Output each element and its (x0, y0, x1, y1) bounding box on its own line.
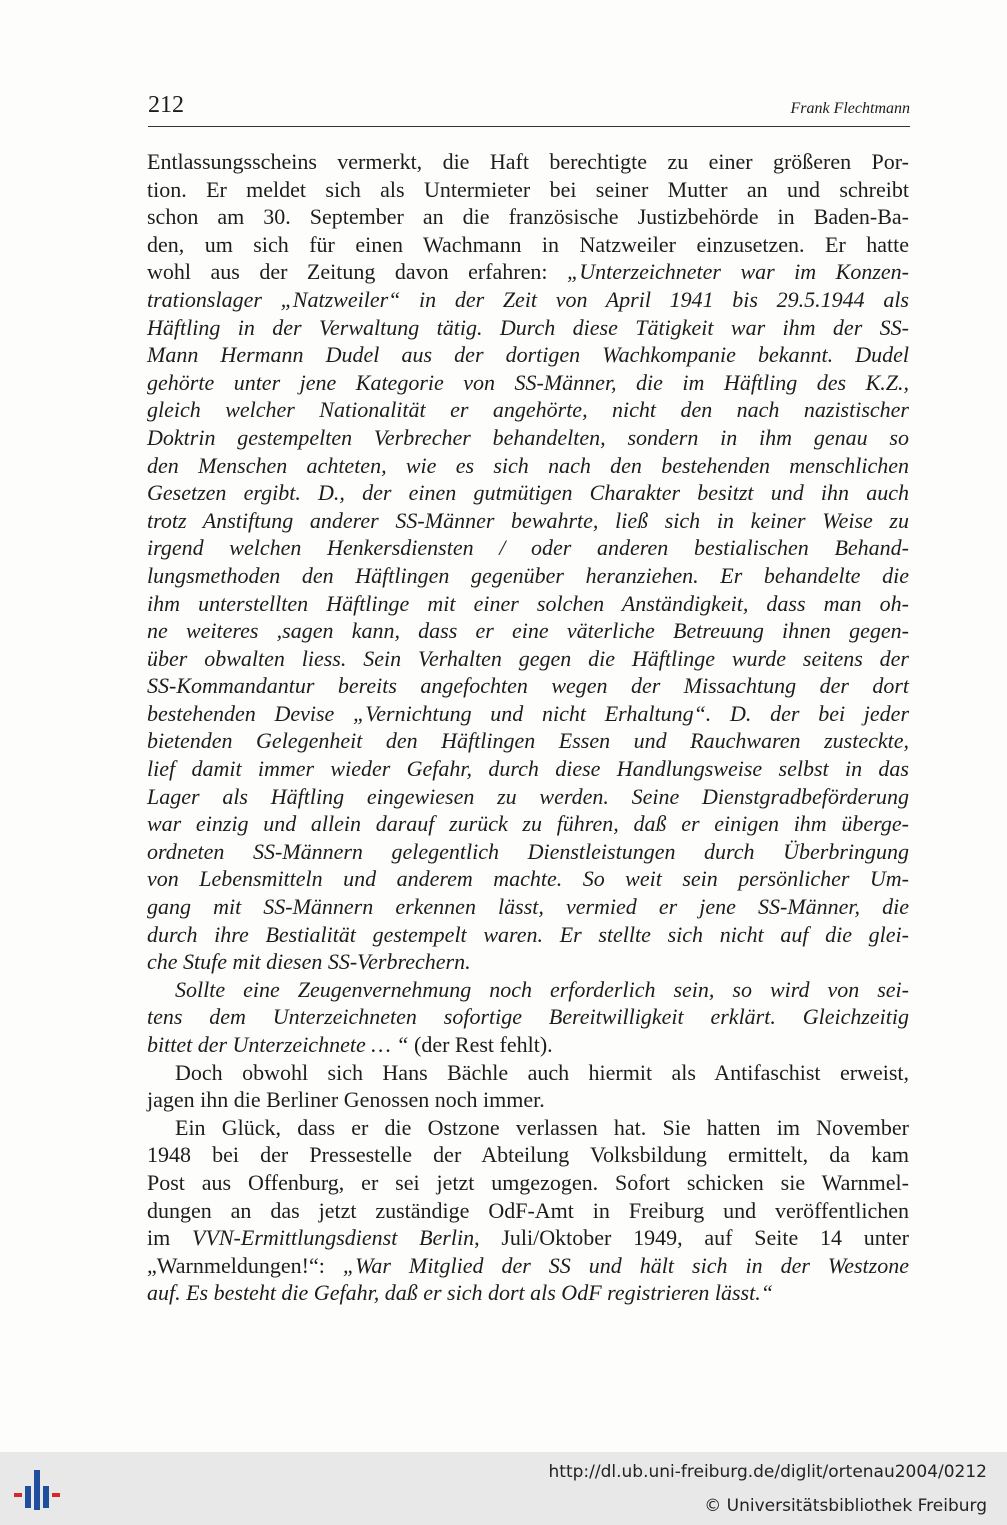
italic-quote-run: „War Mitglied der SS und hält sich in der Westzone (342, 1252, 909, 1278)
text-line (147, 810, 909, 838)
text-line (147, 1252, 909, 1280)
text-line (147, 258, 909, 286)
text-line (147, 893, 909, 921)
text-line (147, 865, 909, 893)
text-line (147, 396, 909, 424)
italic-quote-run: ordneten SS-Männern gelegentlich Dienstleistungen durch Überbringung (147, 838, 909, 864)
paragraph (147, 148, 909, 976)
text-line (147, 617, 909, 645)
viewer-footer (0, 1452, 1007, 1525)
text-run: Doch obwohl sich Hans Bächle auch hiermit als Antifaschist erweist, (175, 1059, 909, 1085)
italic-quote-run: Mann Hermann Dudel aus der dortigen Wachkompanie bekannt. Dudel (147, 342, 909, 368)
text-run: dungen an das jetzt zuständige OdF-Amt in Freiburg und veröffentlichen (147, 1197, 909, 1223)
italic-quote-run: VVN-Ermittlungsdienst Berlin (192, 1225, 475, 1251)
text-run: wohl aus der Zeitung davon erfahren: (147, 259, 567, 285)
text-line (147, 672, 909, 700)
text-run: „Warnmeldungen!“: (147, 1252, 343, 1278)
italic-quote-run: auf. Es besteht die Gefahr, daß er sich dort als OdF registrieren lässt.“ (147, 1280, 773, 1306)
italic-quote-run: den Menschen achteten, wie es sich nach den bestehenden menschlichen (147, 452, 909, 478)
italic-quote-run: von Lebensmitteln und anderem machte. So weit sein persönlicher Um- (147, 866, 909, 892)
text-line (147, 700, 909, 728)
text-line (147, 148, 909, 176)
text-line (147, 507, 909, 535)
text-run: tion. Er meldet sich als Untermieter bei seiner Mutter an und schreibt (147, 176, 909, 202)
text-line (147, 1059, 909, 1087)
page-number: 212 (148, 92, 184, 118)
italic-quote-run: „Unterzeichneter war im Konzen- (566, 259, 910, 285)
text-line (147, 203, 909, 231)
text-line (147, 1279, 909, 1307)
body-text (147, 148, 909, 1307)
italic-quote-run: Doktrin gestempelten Verbrecher behandelten, sondern in ihm genau so (147, 424, 909, 450)
text-line (147, 727, 909, 755)
ub-freiburg-logo-icon[interactable] (12, 1466, 64, 1514)
italic-quote-run: gang mit SS-Männern erkennen lässt, vermied er jene SS-Männer, die (147, 894, 909, 920)
text-line (147, 534, 909, 562)
paragraph (147, 1114, 909, 1307)
text-line (147, 838, 909, 866)
text-line (147, 1003, 909, 1031)
paragraph (147, 976, 909, 1059)
text-run: schon am 30. September an die französische Justizbehörde in Baden-Ba- (147, 204, 909, 230)
text-run: Post aus Offenburg, er sei jetzt umgezogen. Sofort schicken sie Warnmel- (147, 1169, 909, 1195)
running-head-author: Frank Flechtmann (790, 100, 910, 117)
italic-quote-run: Gesetzen ergibt. D., der einen gutmütigen Charakter besitzt und ihn auch (147, 480, 909, 506)
text-line (147, 783, 909, 811)
text-line (147, 1114, 909, 1142)
text-run: (der Rest fehlt). (408, 1032, 553, 1057)
text-line (147, 341, 909, 369)
text-line (147, 1141, 909, 1169)
italic-quote-run: über obwalten liess. Sein Verhalten gegen die Häftlinge wurde seitens der (147, 645, 909, 671)
italic-quote-run: lief damit immer wieder Gefahr, durch diese Handlungsweise selbst in das (147, 756, 909, 782)
italic-quote-run: irgend welchen Henkersdiensten / oder anderen bestialischen Behand- (147, 535, 909, 561)
text-line (147, 1031, 909, 1059)
text-run: Ein Glück, dass er die Ostzone verlassen hat. Sie hatten im November (175, 1114, 909, 1140)
text-line (147, 369, 909, 397)
text-run: Entlassungsscheins vermerkt, die Haft berechtigte zu einer größeren Por- (147, 149, 909, 174)
text-line (147, 948, 909, 976)
italic-quote-run: gleich welcher Nationalität er angehörte, nicht den nach nazistischer (147, 397, 909, 423)
text-run: 1948 bei der Pressestelle der Abteilung Volksbildung ermittelt, da kam (147, 1142, 909, 1168)
text-line (147, 562, 909, 590)
text-line (147, 479, 909, 507)
text-line (147, 452, 909, 480)
italic-quote-run: ne weiteres ,sagen kann, dass er eine väterliche Betreuung ihnen gegen- (147, 618, 909, 644)
text-line (147, 1197, 909, 1225)
italic-quote-run: lungsmethoden den Häftlingen gegenüber heranziehen. Er behandelte die (147, 562, 909, 588)
italic-quote-run: che Stufe mit diesen SS-Verbrechern. (147, 949, 471, 975)
italic-quote-run: tens dem Unterzeichneten sofortige Bereitwilligkeit erklärt. Gleichzeitig (147, 1004, 909, 1030)
italic-quote-run: bestehenden Devise „Vernichtung und nicht Erhaltung“. D. der bei jeder (147, 700, 909, 726)
italic-quote-run: trationslager „Natzweiler“ in der Zeit von April 1941 bis 29.5.1944 als (147, 286, 909, 312)
text-line (147, 590, 909, 618)
italic-quote-run: trotz Anstiftung anderer SS-Männer bewahrte, ließ sich in keiner Weise zu (147, 507, 909, 533)
text-line (147, 314, 909, 342)
italic-quote-run: bietenden Gelegenheit den Häftlingen Essen und Rauchwaren zusteckte, (147, 728, 909, 754)
italic-quote-run: bittet der Unterzeichnete … “ (147, 1032, 409, 1057)
copyright-notice: © Universitätsbibliothek Freiburg (704, 1496, 987, 1516)
italic-quote-run: gehörte unter jene Kategorie von SS-Männer, die im Häftling des K.Z., (147, 369, 909, 395)
italic-quote-run: Häftling in der Verwaltung tätig. Durch diese Tätigkeit war ihm der SS- (147, 314, 909, 340)
text-line (147, 1086, 909, 1114)
italic-quote-run: durch ihre Bestialität gestempelt waren. Er stellte sich nicht auf die glei- (147, 921, 909, 947)
text-line (147, 1169, 909, 1197)
italic-quote-run: Lager als Häftling eingewiesen zu werden. Seine Dienstgradbeförderung (147, 783, 909, 809)
text-run: jagen ihn die Berliner Genossen noch immer. (147, 1087, 545, 1113)
text-run: den, um sich für einen Wachmann in Natzweiler einzusetzen. Er hatte (147, 231, 909, 257)
text-line (147, 921, 909, 949)
text-line (147, 231, 909, 259)
text-line (147, 286, 909, 314)
permalink-url[interactable]: http://dl.ub.uni-freiburg.de/diglit/ortenau2004/0212 (548, 1462, 987, 1482)
text-run: , Juli/Oktober 1949, auf Seite 14 unter (474, 1225, 909, 1251)
text-run: im (147, 1225, 192, 1251)
italic-quote-run: Sollte eine Zeugenvernehmung noch erforderlich sein, so wird von sei- (175, 976, 909, 1002)
text-line (147, 424, 909, 452)
italic-quote-run: war einzig und allein darauf zurück zu führen, daß er einigen ihm überge- (147, 811, 909, 837)
text-line (147, 176, 909, 204)
text-line (147, 645, 909, 673)
text-line (147, 755, 909, 783)
paragraph (147, 1059, 909, 1114)
italic-quote-run: SS-Kommandantur bereits angefochten wegen der Missachtung der dort (147, 673, 909, 699)
italic-quote-run: ihm unterstellten Häftlinge mit einer solchen Anständigkeit, dass man oh- (147, 590, 909, 616)
text-line (147, 976, 909, 1004)
text-line (147, 1224, 909, 1252)
page-header (148, 92, 910, 127)
